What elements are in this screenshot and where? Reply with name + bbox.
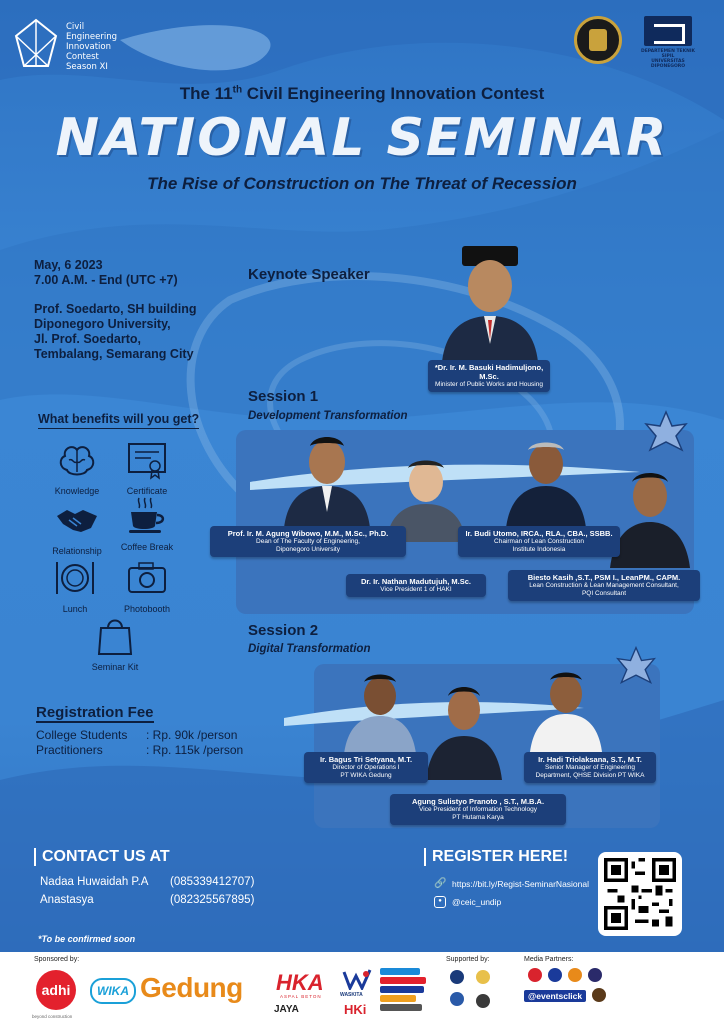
speaker-name: Agung Sulistyo Pranoto , S.T., M.B.A. [411, 797, 545, 806]
speaker-role: PQI Consultant [581, 590, 627, 597]
hka-logo: HKA [276, 970, 324, 995]
supporter-logos [446, 966, 506, 1018]
keynote-speaker-card [428, 360, 550, 392]
speaker-role: Director of Operations I [332, 764, 400, 771]
contact-phone[interactable]: (082325567895) [170, 894, 255, 906]
ceic-brand-text: Civil Engineering Innovation Contest Season XI [66, 22, 117, 72]
benefit-label: Lunch [62, 604, 88, 614]
ceic-logo-icon [14, 18, 58, 74]
instagram-icon: ● [434, 896, 446, 908]
speaker-photo [530, 666, 602, 752]
benefit-label: Seminar Kit [91, 662, 139, 672]
benefit-label: Relationship [52, 546, 102, 556]
venue-line: Prof. Soedarto, SH building [34, 302, 197, 316]
fee-row [36, 728, 237, 742]
registration-title: Registration Fee [36, 704, 154, 721]
media-logo-icon [592, 988, 606, 1002]
benefits-title: What benefits will you get? [38, 412, 199, 429]
speaker-card [390, 794, 566, 825]
hki-logo: HKi [344, 1002, 367, 1017]
hka-caption: ASPAL BETON [280, 994, 322, 999]
speaker-card [210, 526, 406, 557]
fee-price: : Rp. 115k /person [146, 743, 244, 757]
contact-heading: CONTACT US AT [34, 848, 170, 866]
speaker-role: Vice President 1 of HAKI [380, 586, 452, 593]
certificate-icon [125, 440, 169, 480]
speaker-card [458, 526, 620, 557]
media-partners-label: Media Partners: [524, 956, 574, 963]
speaker-photo [506, 436, 586, 528]
media-logo-icon [568, 968, 582, 982]
keynote-heading: Keynote Speaker [248, 266, 370, 283]
department-logo-icon: DEPARTEMEN TEKNIK SIPIL UNIVERSITAS DIPONEGORO [636, 16, 700, 69]
benefit-coffee-break [102, 496, 192, 552]
speaker-card [346, 574, 486, 597]
eventsclick-logo: @eventsclick [524, 990, 586, 1002]
fee-category: Practitioners [36, 743, 103, 757]
session2-topic: Digital Transformation [248, 643, 371, 655]
instagram-link[interactable] [434, 896, 501, 908]
speaker-card [524, 752, 656, 783]
speaker-role: Minister of Public Works and Housing [435, 381, 543, 388]
brain-icon [55, 440, 99, 480]
venue-line: Tembalang, Semarang City [34, 347, 194, 361]
contact-name: Anastasya [40, 894, 94, 906]
venue-line: Diponegoro University, [34, 317, 171, 331]
speaker-name: Ir. Budi Utomo, IRCA., RLA., CBA., SSBB. [465, 529, 613, 538]
speaker-role: Senior Manager of Engineering [545, 764, 635, 771]
event-date: May, 6 2023 [34, 258, 103, 272]
jaya-logo: JAYA [274, 1004, 299, 1015]
speaker-role: Diponegoro University [276, 546, 340, 553]
wika-logo: WIKA [90, 978, 136, 1004]
speaker-card [304, 752, 428, 783]
fee-row [36, 743, 243, 757]
keynote-speaker-photo [440, 244, 540, 362]
registration-qr-code[interactable] [598, 852, 682, 936]
benefit-label: Knowledge [54, 486, 100, 496]
speaker-photo [284, 432, 370, 528]
media-logo-icon [548, 968, 562, 982]
speaker-card [508, 570, 700, 601]
gedung-logo: Gedung [140, 972, 243, 1003]
speaker-photo [610, 464, 690, 568]
confirmation-note: *To be confirmed soon [38, 934, 136, 944]
fee-price: : Rp. 90k /person [146, 728, 238, 742]
contact-row [40, 876, 254, 888]
speaker-role: Department, QHSE Division PT WIKA [535, 772, 645, 779]
session2-heading: Session 2 [248, 622, 319, 639]
register-heading: REGISTER HERE! [424, 848, 568, 866]
instagram-handle[interactable]: @ceic_undip [452, 897, 502, 907]
coffee-icon [125, 496, 169, 536]
qr-code-icon [604, 858, 676, 930]
handshake-icon [55, 500, 99, 540]
small-sponsor-logos [380, 968, 430, 1013]
session1-heading: Session 1 [248, 388, 319, 405]
sponsored-label: Sponsored by: [34, 956, 80, 963]
speaker-name: Ir. Bagus Tri Setyana, M.T. [319, 755, 413, 764]
speaker-role: Vice President of Information Technology [419, 806, 537, 813]
benefit-label: Photobooth [123, 604, 171, 614]
speaker-name: Ir. Hadi Triolaksana, S.T., M.T. [538, 755, 642, 764]
session1-topic: Development Transformation [248, 410, 408, 422]
main-title: NATIONAL SEMINAR [55, 108, 669, 168]
speaker-name: Dr. Ir. Nathan Madutujuh, M.Sc. [360, 577, 471, 586]
waskita-logo-icon [342, 968, 372, 990]
ceic-brand [14, 18, 146, 74]
speaker-role: Dean of The Faculty of Engineering, [256, 538, 360, 545]
registration-url[interactable]: https://bit.ly/Regist-SeminarNasional [452, 879, 590, 889]
speaker-role: PT WIKA Gedung [340, 772, 392, 779]
speaker-photo [344, 668, 416, 754]
link-icon: 🔗 [434, 878, 447, 889]
speaker-name: Biesto Kasih ,S.T., PSM I., LeanPM., CAPM. [527, 573, 681, 582]
media-logo-icon [528, 968, 542, 982]
benefit-photobooth [102, 558, 192, 614]
university-logos [574, 16, 700, 69]
benefit-label: Certificate [126, 486, 168, 496]
benefit-certificate [102, 440, 192, 496]
camera-icon [125, 558, 169, 598]
speaker-name: Prof. Ir. M. Agung Wibowo, M.M., M.Sc., Ph.D. [227, 529, 389, 538]
subtitle: The Rise of Construction on The Threat of Recession [147, 174, 577, 193]
adhi-caption: beyond construction [32, 1014, 73, 1019]
event-info [34, 258, 197, 362]
contact-name: Nadaa Huwaidah P.A [40, 876, 149, 888]
flower-icon [642, 408, 690, 456]
media-logo-icon [588, 968, 602, 982]
benefit-label: Coffee Break [120, 542, 174, 552]
registration-link[interactable] [434, 878, 589, 890]
contact-phone[interactable]: (085339412707) [170, 876, 255, 888]
waskita-caption: WASKITA [340, 992, 363, 998]
speaker-role: Chairman of Lean Construction [494, 538, 584, 545]
contact-row [40, 894, 254, 906]
bag-icon [93, 616, 137, 656]
contest-title: The 11th Civil Engineering Innovation Contest [179, 84, 545, 103]
fee-category: College Students [36, 728, 128, 742]
benefit-seminar-kit [70, 616, 160, 672]
plate-icon [53, 558, 97, 598]
adhi-logo: adhi [36, 970, 76, 1010]
speaker-role: PT Hutama Karya [452, 814, 504, 821]
undip-seal-icon [574, 16, 622, 64]
event-time: 7.00 A.M. - End (UTC +7) [34, 273, 178, 287]
supported-label: Supported by: [446, 956, 490, 963]
speaker-role: Institute Indonesia [512, 546, 566, 553]
speaker-name: *Dr. Ir. M. Basuki Hadimuljono, M.Sc. [434, 363, 544, 381]
speaker-role: Lean Construction & Lean Management Consultant, [529, 582, 679, 589]
flower-icon [614, 644, 658, 688]
venue-line: Jl. Prof. Soedarto, [34, 332, 141, 346]
speaker-photo [426, 680, 502, 780]
